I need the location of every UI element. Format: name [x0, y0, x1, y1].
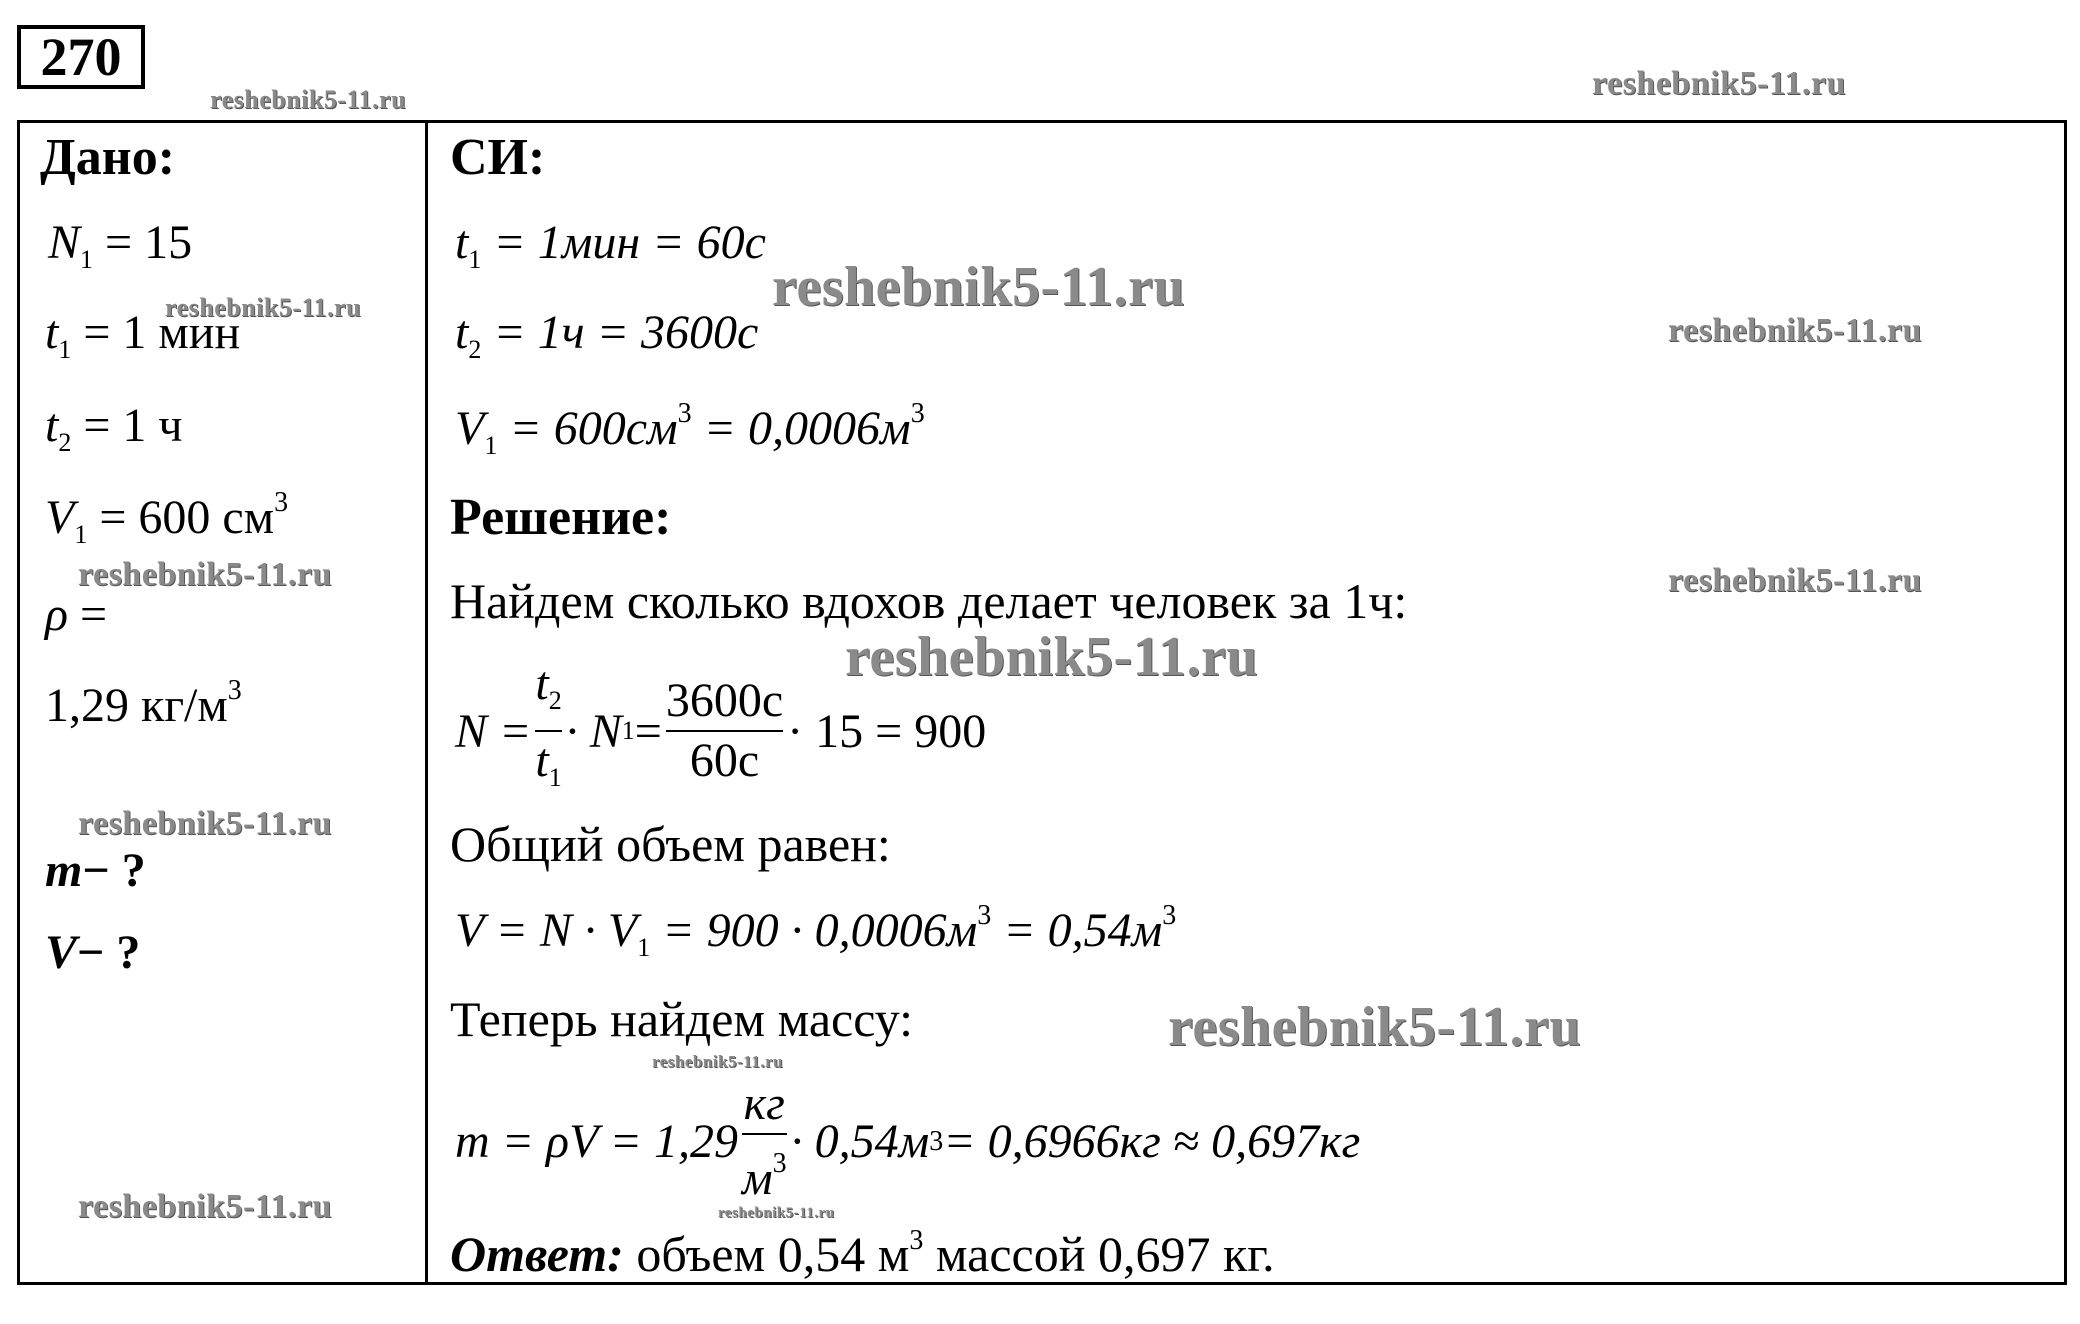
given-rho: ρ = — [45, 588, 108, 641]
watermark: reshebnik5-11.ru — [772, 256, 1186, 318]
watermark: reshebnik5-11.ru — [210, 85, 407, 114]
problem-number: 270 — [17, 25, 145, 89]
si-v1: $V_1 = 600см^3 = 0,0006м^3$ — [455, 398, 925, 460]
column-divider — [425, 120, 428, 1285]
equation-n: N = $\frac{t_2}{t_1}$ · N 1 = $\frac{3600с}{60с}$ · 15 = 900 — [455, 655, 986, 807]
given-header: Дано: — [40, 129, 176, 186]
watermark: reshebnik5-11.ru — [1592, 65, 1846, 102]
watermark: reshebnik5-11.ru — [1168, 996, 1582, 1058]
watermark: reshebnik5-11.ru — [78, 556, 332, 593]
given-t2: $t_2 = 1$ ч — [45, 399, 183, 457]
answer-line: Ответ: объем 0,54 $м^3$ массой 0,697 кг. — [450, 1225, 1275, 1282]
si-header: СИ: — [450, 129, 546, 186]
given-t1: $t_1 = 1$ мин — [45, 306, 241, 364]
given-v1: $V_1 = 600$ $см^3$ — [45, 487, 289, 549]
watermark: reshebnik5-11.ru — [718, 1205, 835, 1221]
given-rho-value: 1,29 $кг/м^3$ — [45, 675, 242, 732]
equation-m: m = ρV = 1,29 $\frac{кг}{м^3}$ · 0,54м 3 = 0,6966кг ≈ 0,697кг — [455, 1075, 1360, 1208]
si-t1: $t_1 = 1мин = 60с$ — [455, 216, 766, 274]
watermark: reshebnik5-11.ru — [165, 293, 362, 322]
given-find-v: V− ? — [45, 926, 141, 979]
watermark: reshebnik5-11.ru — [78, 805, 332, 842]
watermark: reshebnik5-11.ru — [652, 1052, 783, 1071]
solution-line-2: Общий объем равен: — [450, 816, 891, 872]
watermark: reshebnik5-11.ru — [78, 1188, 332, 1225]
watermark: reshebnik5-11.ru — [1668, 312, 1922, 349]
watermark: reshebnik5-11.ru — [1668, 562, 1922, 599]
equation-v: $V = N \cdot V_1 = 900 \cdot 0,0006м^3 = 0,54м^3$ — [455, 900, 1177, 962]
watermark: reshebnik5-11.ru — [845, 626, 1259, 688]
solution-header: Решение: — [450, 489, 672, 546]
solution-line-3: Теперь найдем массу: — [450, 991, 914, 1047]
given-n1: $N_1 = 15$ — [48, 216, 193, 274]
si-t2: $t_2 = 1ч = 3600с$ — [455, 306, 759, 364]
solution-line-1: Найдем сколько вдохов делает человек за 1ч: — [450, 573, 1408, 629]
given-find-m: m− ? — [45, 844, 146, 897]
